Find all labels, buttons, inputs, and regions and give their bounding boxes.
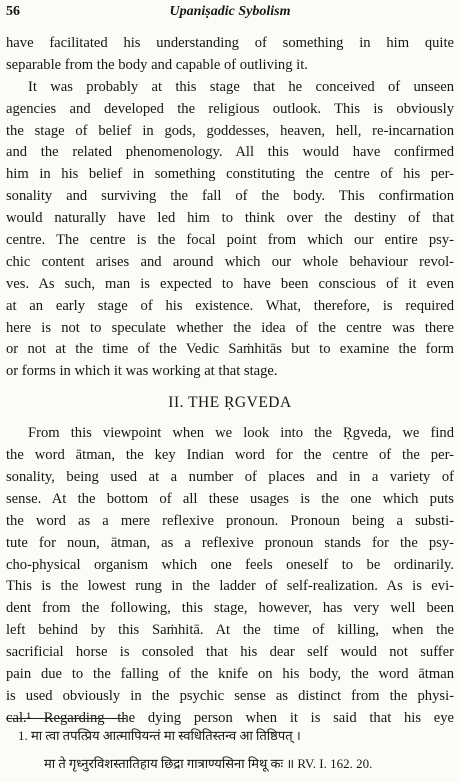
text-line: is used obviously in the psychic sense as distinct from the physi- (6, 687, 454, 704)
text-line: agencies and developed the religious outlook. This is obviously (6, 100, 454, 117)
footnote-line: 1. मा त्वा तपत्प्रिय आत्मापियन्तं मा स्वधितिस्तन्व आ तिष्ठिपत् । (18, 728, 301, 743)
text-line: This is the lowest rung in the ladder of self-realization. As is evi- (6, 578, 454, 595)
text-line: pain due to the falling of the knife on his body, the word ātman (6, 666, 454, 683)
text-line: ves. As such, man is expected to have been conscious of it even (6, 275, 454, 292)
text-line: would naturally have led him to think over the destiny of that (6, 210, 454, 227)
text-line: and the related phenomenology. All this would have confirmed (6, 144, 454, 161)
text-line: sonality and surviving the fall of the body. This confirmation (6, 188, 454, 205)
text-line: sonality, being used at a number of places and in a variety of (6, 469, 454, 486)
text-line: centre. The centre is the focal point from which our entire psy- (6, 232, 454, 249)
text-line: the stage of belief in gods, goddesses, heaven, hell, re-incarnation (6, 122, 454, 139)
text-line: cho-physical organism which one feels oneself to be ordinarily. (6, 556, 454, 573)
footnote-separator (6, 718, 126, 719)
running-title: Upaniṣadic Sybolism (169, 4, 291, 19)
text-line: separable from the body and capable of outliving it. (6, 56, 308, 73)
text-line: or not at the time of the Vedic Saṁhitās but to examine the form (6, 341, 454, 358)
text-line: or forms in which it was working at that stage. (6, 363, 278, 380)
section-heading: II. THE ṚGVEDA (168, 394, 292, 412)
text-line: sacrificial horse is consoled that his dear self would not suffer (6, 644, 454, 661)
page-header (6, 4, 454, 22)
text-line: From this viewpoint when we look into the Ṛgveda, we find (28, 425, 454, 442)
text-line: sense. At the bottom of all these usages is the one which puts (6, 490, 454, 507)
text-line: cal.¹ Regarding the dying person when it is said that his eye (6, 709, 454, 726)
text-line: at an early stage of his existence. What, therefore, is required (6, 297, 454, 314)
page-number: 56 (6, 4, 20, 19)
text-line: dent from the following, this stage, however, has very well been (6, 600, 454, 617)
text-line: It was probably at this stage that he conceived of unseen (28, 78, 454, 95)
text-line: left behind by this Saṁhitā. At the time of killing, when the (6, 622, 454, 639)
body-text (6, 33, 454, 730)
text-line: tute for noun, ātman, as a reflexive pronoun stands for the psy- (6, 534, 454, 551)
text-line: him in his belief in something constituting the centre of his per- (6, 166, 454, 183)
text-line: here is not to speculate whether the idea of the centre was there (6, 319, 454, 336)
text-line: the word as a mere reflexive pronoun. Pronoun being a substi- (6, 512, 454, 529)
text-line: chic content arises and around which our whole behaviour revol- (6, 253, 454, 270)
text-line: the word ātman, the key Indian word for the centre of the per- (6, 447, 454, 464)
footnote-line: मा ते गृध्नुरविशस्तातिहाय छिद्रा गात्राण्यसिना मिथू कः ॥ RV. I. 162. 20. (44, 756, 373, 771)
text-line: have facilitated his understanding of something in him quite (6, 35, 454, 51)
